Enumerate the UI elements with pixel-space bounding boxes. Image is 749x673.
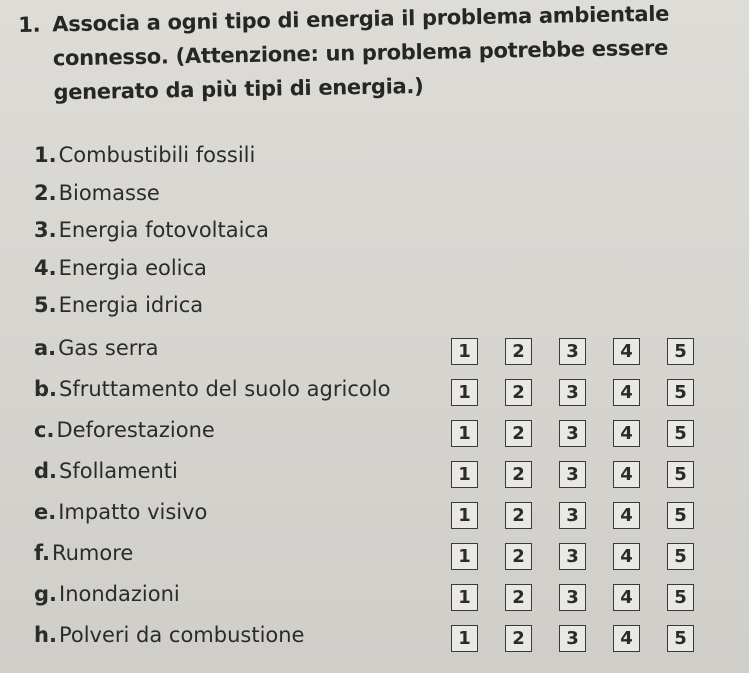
question-line-3: generato da più tipi di energia.) <box>53 73 424 105</box>
problem-letter: g. <box>34 582 58 606</box>
answer-box-3[interactable]: 3 <box>559 625 586 652</box>
problem-letter: e. <box>34 500 57 524</box>
answer-box-2[interactable]: 2 <box>505 338 532 365</box>
problem-row <box>34 416 714 457</box>
energy-item <box>34 287 269 325</box>
problem-letter: h. <box>34 623 57 647</box>
answer-box-3[interactable]: 3 <box>559 338 586 365</box>
problem-label <box>34 582 180 606</box>
answer-box-4[interactable]: 4 <box>613 625 640 652</box>
problem-letter: b. <box>34 377 58 401</box>
problem-label <box>34 377 390 401</box>
answer-box-4[interactable]: 4 <box>613 543 640 570</box>
problem-row <box>34 539 714 580</box>
problem-row <box>34 457 714 498</box>
problem-label <box>34 418 215 442</box>
energy-label: Energia fotovoltaica <box>58 218 269 242</box>
energy-number: 1. <box>34 143 57 167</box>
energy-label: Biomasse <box>58 180 160 205</box>
answer-box-3[interactable]: 3 <box>559 543 586 570</box>
answer-box-1[interactable]: 1 <box>451 543 478 570</box>
energy-item <box>34 212 269 250</box>
answer-box-1[interactable]: 1 <box>451 420 478 447</box>
answer-box-4[interactable]: 4 <box>613 584 640 611</box>
answer-box-3[interactable]: 3 <box>559 379 586 406</box>
problem-row <box>34 375 714 416</box>
problem-text: Impatto visivo <box>58 500 208 524</box>
answer-box-1[interactable]: 1 <box>451 338 478 365</box>
question-text <box>18 0 710 110</box>
answer-box-4[interactable]: 4 <box>613 461 640 488</box>
answer-box-1[interactable]: 1 <box>451 502 478 529</box>
answer-box-1[interactable]: 1 <box>451 584 478 611</box>
answer-box-2[interactable]: 2 <box>505 461 532 488</box>
answer-box-3[interactable]: 3 <box>559 420 586 447</box>
problem-text: Polveri da combustione <box>58 623 305 647</box>
answer-box-3[interactable]: 3 <box>559 502 586 529</box>
question-line-2: connesso. (Attenzione: un problema potrebbe essere <box>52 35 669 71</box>
problem-text: Sfollamenti <box>59 459 178 483</box>
answer-box-4[interactable]: 4 <box>613 338 640 365</box>
problem-label <box>34 336 159 360</box>
energy-item <box>34 175 269 213</box>
energy-number: 4. <box>34 255 57 280</box>
problem-text: Rumore <box>51 541 134 565</box>
question-number: 1. <box>18 12 41 37</box>
problem-letter: d. <box>34 459 58 483</box>
answer-box-2[interactable]: 2 <box>505 584 532 611</box>
problem-text: Sfruttamento del suolo agricolo <box>59 377 391 401</box>
problem-text: Inondazioni <box>59 582 180 606</box>
answer-box-2[interactable]: 2 <box>505 625 532 652</box>
problem-letter: c. <box>34 418 55 442</box>
answer-box-2[interactable]: 2 <box>505 502 532 529</box>
answer-box-5[interactable]: 5 <box>667 379 694 406</box>
answer-box-1[interactable]: 1 <box>451 379 478 406</box>
energy-number: 3. <box>34 218 57 242</box>
question-line-text: Associa a ogni tipo di energia il problema ambientale <box>52 1 670 37</box>
answer-box-5[interactable]: 5 <box>667 625 694 652</box>
problem-letter: a. <box>34 336 57 360</box>
problem-label <box>34 541 133 565</box>
energy-item <box>34 250 269 288</box>
energy-list <box>34 137 269 325</box>
answer-box-5[interactable]: 5 <box>667 461 694 488</box>
answer-box-5[interactable]: 5 <box>667 338 694 365</box>
answer-box-2[interactable]: 2 <box>505 379 532 406</box>
answer-box-1[interactable]: 1 <box>451 461 478 488</box>
answer-box-4[interactable]: 4 <box>613 420 640 447</box>
energy-label: Energia idrica <box>58 293 204 317</box>
energy-number: 5. <box>34 293 57 317</box>
answer-box-5[interactable]: 5 <box>667 584 694 611</box>
problem-letter: f. <box>34 541 50 565</box>
energy-label: Energia eolica <box>58 255 207 280</box>
answer-box-5[interactable]: 5 <box>667 502 694 529</box>
problem-text: Gas serra <box>58 336 159 360</box>
energy-label: Combustibili fossili <box>58 143 256 167</box>
problem-label <box>34 623 304 647</box>
problem-list <box>34 334 714 662</box>
problem-label <box>34 500 207 524</box>
answer-box-2[interactable]: 2 <box>505 543 532 570</box>
problem-label <box>34 459 178 483</box>
answer-box-5[interactable]: 5 <box>667 543 694 570</box>
answer-box-4[interactable]: 4 <box>613 502 640 529</box>
energy-item <box>34 137 269 175</box>
energy-number: 2. <box>34 180 57 205</box>
problem-row <box>34 334 714 375</box>
answer-box-3[interactable]: 3 <box>559 461 586 488</box>
problem-row <box>34 580 714 621</box>
problem-row <box>34 498 714 539</box>
answer-box-5[interactable]: 5 <box>667 420 694 447</box>
answer-box-3[interactable]: 3 <box>559 584 586 611</box>
answer-box-2[interactable]: 2 <box>505 420 532 447</box>
answer-box-1[interactable]: 1 <box>451 625 478 652</box>
answer-box-4[interactable]: 4 <box>613 379 640 406</box>
problem-text: Deforestazione <box>56 418 215 442</box>
problem-row <box>34 621 714 662</box>
